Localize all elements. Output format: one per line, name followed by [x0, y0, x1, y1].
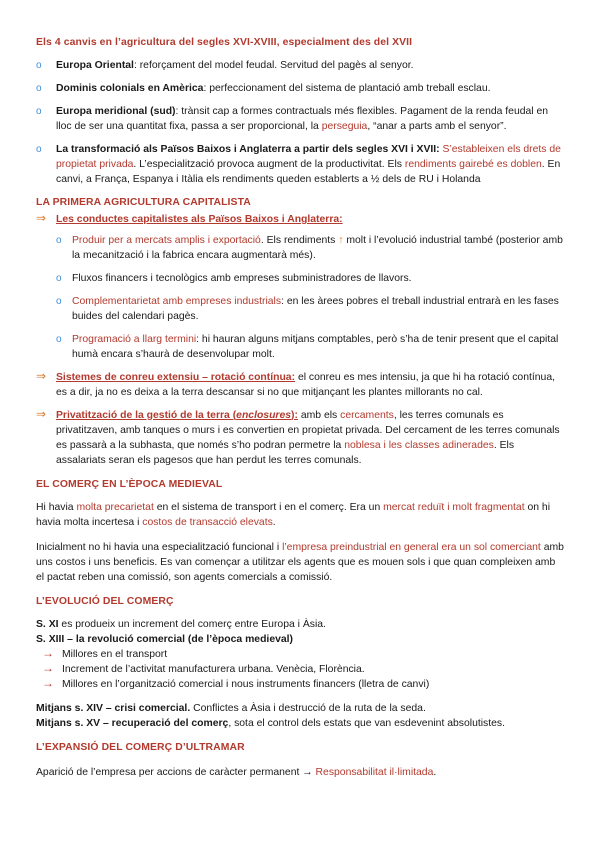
highlight: molta precarietat	[76, 502, 154, 513]
term: S. XI	[36, 619, 59, 630]
block-text: , les terres comunals es privatitzaven, amb tanques o murs i es convertien en propietat privada. Del cercament de les terres comunals es passarà a la subhasta, que només s’ho podran permetre la	[56, 410, 560, 451]
item-text: : en les àrees pobres el treball industrial entrarà en les fases buides del calendari pagès.	[72, 296, 559, 322]
list-item	[36, 332, 566, 362]
item-highlight: Produir per a mercats amplis i exportació	[72, 235, 261, 246]
text: Hi havia	[36, 502, 77, 513]
block-text: . Els assalariats seran els pagesos que han perdut les terres comunals.	[56, 440, 515, 466]
item-term: Europa meridional (sud)	[56, 106, 176, 117]
paragraph	[36, 540, 566, 585]
term: Mitjans s. XIV – crisi comercial.	[36, 703, 191, 714]
item-text: Increment de l’activitat manufacturera urbana. Venècia, Florència.	[62, 664, 365, 675]
document-page	[36, 36, 566, 780]
list-item	[36, 677, 566, 692]
item-term: Dominis colonials en Amèrica	[56, 83, 204, 94]
paragraph	[36, 632, 566, 647]
privatitzacio-block	[36, 408, 566, 468]
term: Mitjans s. XV – recuperació del comerç	[36, 718, 229, 729]
list-item	[36, 58, 566, 73]
title-part: Privatització de la gestió de la terra (	[56, 410, 237, 421]
title-emphasis: enclosures	[236, 410, 292, 421]
paragraph	[36, 500, 566, 530]
double-arrow-icon: ⇒	[36, 407, 47, 421]
item-highlight: rendiments gairebé es doblen	[404, 159, 542, 170]
list-item	[36, 81, 566, 96]
section-heading: LA PRIMERA AGRICULTURA CAPITALISTA	[36, 197, 251, 208]
right-arrow-icon: →	[42, 676, 54, 690]
circle-bullet-icon: o	[36, 144, 42, 155]
item-text: : reforçament del model feudal. Servitud del pagès al senyor.	[133, 60, 414, 71]
circle-bullet-icon: o	[56, 296, 62, 307]
block-text: amb els	[297, 410, 341, 421]
canvis-list	[36, 58, 566, 187]
list-item	[36, 647, 566, 662]
item-text: Millores en el transport	[62, 649, 168, 660]
item-text: : perfeccionament del sistema de plantació amb treball esclau.	[203, 83, 491, 94]
section-heading: L’EXPANSIÓ DEL COMERÇ D’ULTRAMAR	[36, 742, 245, 753]
list-item	[36, 233, 566, 263]
item-text: . L’especialització provoca augment de la productivitat. Els	[133, 159, 405, 170]
item-text: , “anar a parts amb el senyor”.	[367, 121, 507, 132]
item-text: molt i l’evolució industrial també (posterior amb la mecanització i la fabrica encara augmentarà més).	[72, 235, 563, 261]
paragraph	[36, 765, 566, 780]
item-highlight: Complementarietat amb empreses industrials	[72, 296, 282, 307]
text: Aparició de l’empresa per accions de caràcter permanent	[36, 767, 303, 778]
text: .	[433, 767, 437, 778]
up-arrow-icon: ↑	[338, 235, 344, 246]
text: Inicialment no hi havia una especialització funcional i	[36, 542, 283, 553]
list-item	[36, 142, 566, 187]
text: on hi havia molta incertesa i	[36, 502, 551, 528]
block-highlight: noblesa i les classes adinerades	[344, 440, 494, 451]
term: S. XIII – la revolució comercial	[36, 634, 186, 645]
item-highlight: S’estableixen els drets de propietat privada	[56, 144, 561, 170]
subsection-title: Sistemes de conreu extensiu – rotació contínua:	[56, 372, 296, 383]
list-item	[36, 104, 566, 134]
block-highlight: cercaments	[340, 410, 394, 421]
conductes-list	[36, 233, 566, 362]
list-item	[36, 271, 566, 286]
right-arrow-icon: →	[302, 767, 313, 778]
item-text: . En canvi, a França, Espanya i Itàlia els rendiments queden establerts a ½ dels de RU i Holanda	[56, 159, 561, 185]
item-text: : trànsit cap a formes contractuals més flexibles. Pagament de la renda feudal en lloc de ser una quantitat fixa, passa a ser proporcional, la	[56, 106, 549, 132]
title-part: ):	[291, 410, 298, 421]
item-text: Millores en l’organització comercial i nous instruments financers (lletra de canvi)	[62, 679, 430, 690]
text: , sota el control dels estats que van esdevenint absolutistes.	[228, 718, 505, 729]
subsection-title: Les conductes capitalistes als Països Baixos i Anglaterra:	[56, 214, 343, 225]
text: (de l’època medieval)	[185, 634, 294, 645]
section-heading: EL COMERÇ EN L’ÈPOCA MEDIEVAL	[36, 479, 223, 490]
paragraph	[36, 617, 566, 632]
item-term: Europa Oriental	[56, 60, 134, 71]
item-text: . Els rendiments	[260, 235, 339, 246]
circle-bullet-icon: o	[56, 334, 62, 345]
circle-bullet-icon: o	[36, 83, 42, 94]
block-text: el conreu es mes intensiu, ja que hi ha rotació contínua, es a dir, ja no es deixa a la terra descansar si no que mitjançant les plantes millorants no cal.	[56, 372, 555, 398]
circle-bullet-icon: o	[36, 106, 42, 117]
item-highlight: perseguia	[321, 121, 368, 132]
highlight: mercat reduït i molt fragmentat	[383, 502, 525, 513]
circle-bullet-icon: o	[36, 60, 42, 71]
page-title: Els 4 canvis en l’agricultura del segles XVI-XVIII, especialment des del XVII	[36, 37, 413, 48]
sistemes-block	[36, 370, 566, 400]
highlight: Responsabilitat il·limitada	[315, 767, 434, 778]
conductes-block	[36, 212, 566, 227]
highlight: costos de transacció elevats	[142, 517, 273, 528]
text: amb uns costos i uns beneficis. Es van començar a utilitzar els agents que es mouen sols i que quan compleixen amb el pactat reben una comissió, son agents comercials a comissió.	[36, 542, 564, 583]
text: .	[272, 517, 276, 528]
list-item	[36, 294, 566, 324]
section-heading: L’EVOLUCIÓ DEL COMERÇ	[36, 596, 174, 607]
paragraph	[36, 701, 566, 716]
circle-bullet-icon: o	[56, 235, 62, 246]
subsection-title	[56, 410, 298, 421]
list-item	[36, 662, 566, 677]
circle-bullet-icon: o	[56, 273, 62, 284]
text: en el sistema de transport i en el comerç. Era un	[153, 502, 384, 513]
item-text: Fluxos financers i tecnològics amb empreses subministradores de llavors.	[72, 273, 412, 284]
highlight: l’empresa preindustrial en general era un sol comerciant	[282, 542, 541, 553]
right-arrow-icon: →	[42, 661, 54, 675]
paragraph	[36, 716, 566, 731]
item-text: : hi hauran alguns mitjans comptables, però s’ha de tenir present que el capital humà encara s’haurà de desenvolupar molt.	[72, 334, 559, 360]
double-arrow-icon: ⇒	[36, 369, 47, 383]
text: Conflictes a Àsia i destrucció de la ruta de la seda.	[190, 703, 426, 714]
item-highlight: Programació a llarg termini	[72, 334, 197, 345]
text: es produeix un increment del comerç entre Europa i Àsia.	[58, 619, 326, 630]
double-arrow-icon: ⇒	[36, 211, 47, 225]
item-term: La transformació als Països Baixos i Anglaterra a partir dels segles XVI i XVII:	[56, 144, 440, 155]
right-arrow-icon: →	[42, 646, 54, 660]
